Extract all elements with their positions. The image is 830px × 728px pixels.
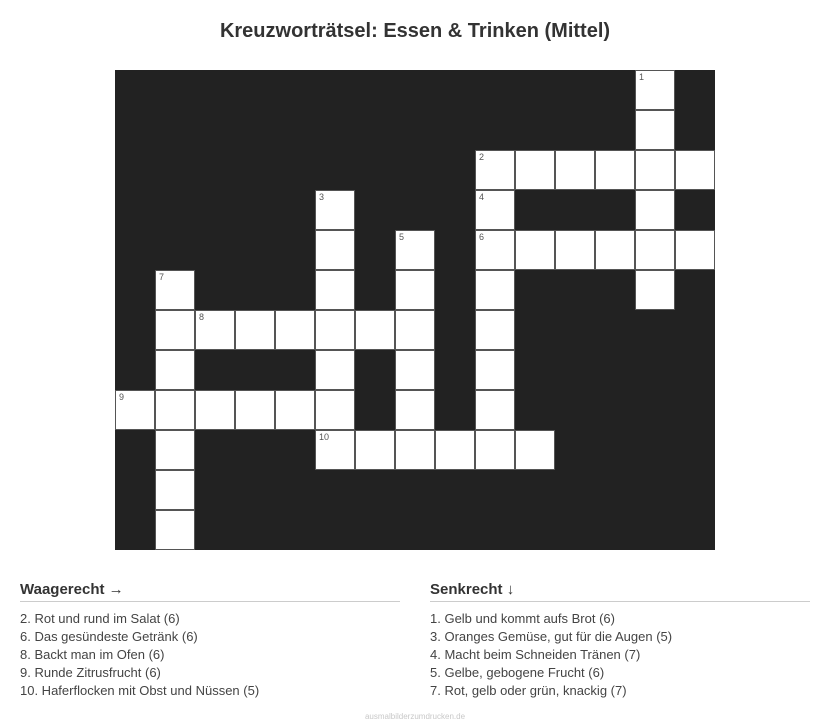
clue-number: 9 (119, 392, 125, 402)
grid-cell[interactable] (635, 230, 675, 270)
down-arrow-icon: ↓ (506, 581, 515, 598)
clue-number: 1 (639, 72, 645, 82)
clue-item: 9. Runde Zitrusfrucht (6) (20, 665, 161, 680)
grid-cell[interactable] (315, 310, 355, 350)
grid-cell[interactable] (235, 390, 275, 430)
down-heading (430, 580, 810, 602)
across-clues-section (20, 580, 400, 700)
grid-cell[interactable] (395, 350, 435, 390)
grid-cell[interactable] (475, 190, 515, 230)
grid-cell[interactable] (235, 310, 275, 350)
grid-cell[interactable] (155, 390, 195, 430)
grid-cell[interactable] (315, 390, 355, 430)
grid-cell[interactable] (355, 430, 395, 470)
grid-cell[interactable] (395, 430, 435, 470)
clue-number: 5 (399, 232, 405, 242)
clue-item: 1. Gelb und kommt aufs Brot (6) (430, 611, 615, 626)
grid-cell[interactable] (155, 430, 195, 470)
grid-cell[interactable] (155, 310, 195, 350)
grid-cell[interactable] (395, 270, 435, 310)
grid-cell[interactable] (275, 390, 315, 430)
grid-cell[interactable] (275, 310, 315, 350)
across-heading-label: Waagerecht (20, 581, 105, 598)
grid-cell[interactable] (635, 110, 675, 150)
grid-cell[interactable] (595, 150, 635, 190)
clue-item: 6. Das gesündeste Getränk (6) (20, 629, 198, 644)
grid-cell[interactable] (435, 430, 475, 470)
grid-cell[interactable] (315, 230, 355, 270)
grid-cell[interactable] (475, 310, 515, 350)
grid-cell[interactable] (595, 230, 635, 270)
grid-cell[interactable] (155, 270, 195, 310)
clue-item: 8. Backt man im Ofen (6) (20, 647, 165, 662)
clue-number: 10 (319, 432, 330, 442)
grid-cell[interactable] (115, 390, 155, 430)
clue-item: 7. Rot, gelb oder grün, knackig (7) (430, 683, 627, 698)
grid-cell[interactable] (635, 70, 675, 110)
clue-item: 2. Rot und rund im Salat (6) (20, 611, 180, 626)
across-clue-list (20, 610, 400, 700)
grid-cell[interactable] (675, 230, 715, 270)
grid-cell[interactable] (635, 270, 675, 310)
grid-cell[interactable] (155, 510, 195, 550)
grid-cell[interactable] (635, 190, 675, 230)
crossword-grid (115, 70, 715, 550)
down-heading-label: Senkrecht (430, 581, 503, 598)
page-title: Kreuzworträtsel: Essen & Trinken (Mittel) (219, 20, 611, 42)
grid-cell[interactable] (475, 430, 515, 470)
clue-number: 4 (479, 192, 485, 202)
grid-cell[interactable] (555, 150, 595, 190)
clue-number: 3 (319, 192, 325, 202)
grid-cell[interactable] (395, 230, 435, 270)
grid-cell[interactable] (395, 390, 435, 430)
across-heading (20, 580, 400, 602)
grid-cell[interactable] (395, 310, 435, 350)
grid-cell[interactable] (635, 150, 675, 190)
grid-cell[interactable] (195, 310, 235, 350)
grid-cell[interactable] (675, 150, 715, 190)
grid-cell[interactable] (475, 350, 515, 390)
grid-cell[interactable] (515, 150, 555, 190)
grid-cell[interactable] (555, 230, 595, 270)
clue-number: 6 (479, 232, 485, 242)
down-clues-section (430, 580, 810, 700)
grid-cell[interactable] (315, 190, 355, 230)
grid-cell[interactable] (155, 470, 195, 510)
grid-cell[interactable] (475, 230, 515, 270)
footer-watermark: ausmalbilderzumdrucken.de (364, 712, 466, 721)
grid-cell[interactable] (515, 430, 555, 470)
grid-cell[interactable] (515, 230, 555, 270)
clue-item: 4. Macht beim Schneiden Tränen (7) (430, 647, 641, 662)
grid-cell[interactable] (315, 430, 355, 470)
grid-cell[interactable] (315, 270, 355, 310)
clue-number: 8 (199, 312, 205, 322)
grid-cell[interactable] (155, 350, 195, 390)
grid-cell[interactable] (475, 150, 515, 190)
clue-item: 10. Haferflocken mit Obst und Nüssen (5) (20, 683, 260, 698)
clue-item: 3. Oranges Gemüse, gut für die Augen (5) (430, 629, 673, 644)
clue-item: 5. Gelbe, gebogene Frucht (6) (430, 665, 605, 680)
grid-cell[interactable] (195, 390, 235, 430)
grid-cell[interactable] (475, 390, 515, 430)
down-clue-list (430, 610, 810, 700)
clue-number: 2 (479, 152, 485, 162)
grid-cell[interactable] (355, 310, 395, 350)
clue-number: 7 (159, 272, 165, 282)
grid-cell[interactable] (315, 350, 355, 390)
right-arrow-icon: → (108, 581, 124, 598)
grid-cell[interactable] (475, 270, 515, 310)
